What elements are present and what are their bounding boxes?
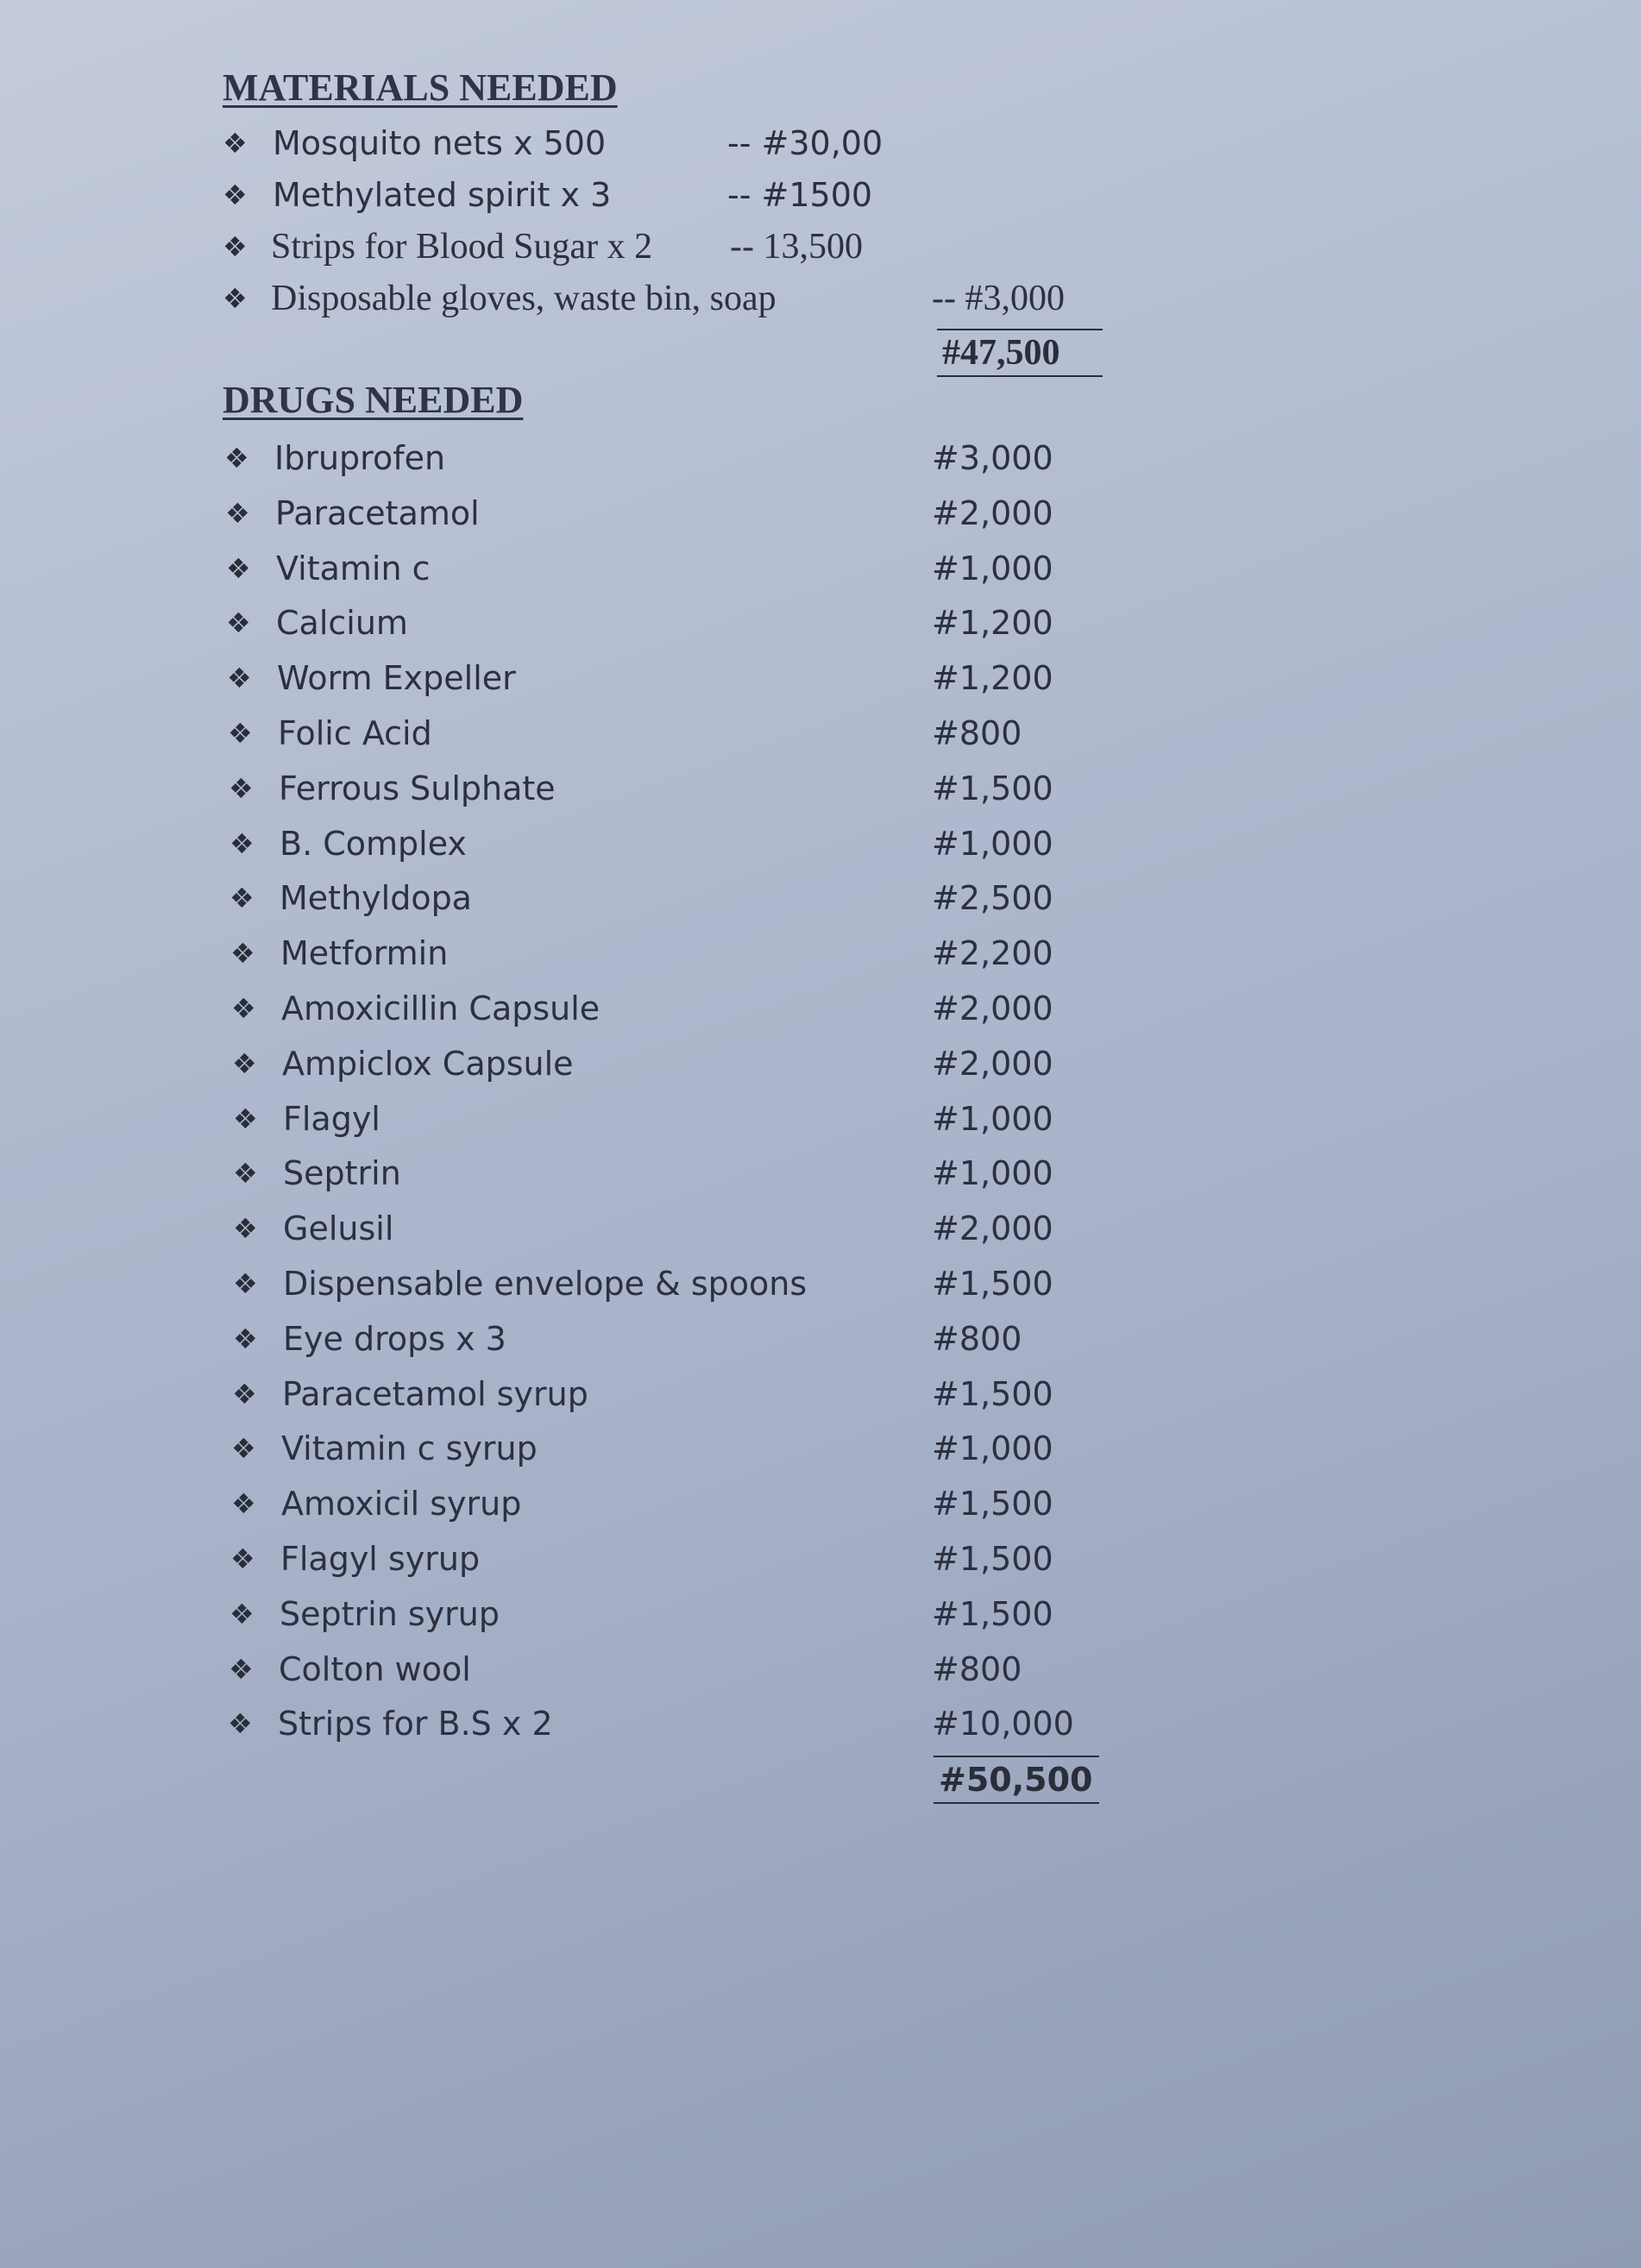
item-amount: #1,500 <box>932 1595 1053 1633</box>
diamond-bullet-icon: ❖ <box>233 1212 258 1245</box>
list-item <box>226 544 1089 593</box>
item-amount: #1,000 <box>932 1100 1053 1138</box>
item-amount: #2,000 <box>932 990 1053 1027</box>
item-label: Flagyl <box>283 1100 380 1138</box>
list-item <box>224 434 1087 482</box>
item-amount: -- #1500 <box>727 176 873 214</box>
item-amount: #1,500 <box>932 770 1053 807</box>
item-label: Colton wool <box>279 1650 471 1688</box>
item-label: Paracetamol syrup <box>282 1375 588 1413</box>
item-amount: #800 <box>932 1650 1022 1688</box>
diamond-bullet-icon: ❖ <box>228 1707 253 1740</box>
item-label: Vitamin c <box>276 550 431 587</box>
list-item <box>229 1645 1091 1693</box>
list-item <box>233 1149 1096 1197</box>
item-amount: #1,500 <box>932 1485 1053 1523</box>
item-amount: #10,000 <box>932 1705 1074 1743</box>
diamond-bullet-icon: ❖ <box>230 937 255 970</box>
list-item <box>233 1260 1096 1308</box>
list-item <box>223 223 913 271</box>
item-label: Strips for Blood Sugar x 2 <box>271 227 653 267</box>
drugs-total: #50,500 <box>934 1756 1099 1804</box>
diamond-bullet-icon: ❖ <box>229 1653 254 1686</box>
materials-heading: MATERIALS NEEDED <box>223 66 618 109</box>
item-amount: -- #3,000 <box>932 279 1065 318</box>
diamond-bullet-icon: ❖ <box>229 882 255 914</box>
diamond-bullet-icon: ❖ <box>232 1047 257 1080</box>
item-label: Septrin <box>283 1154 401 1192</box>
item-amount: #2,200 <box>932 934 1053 972</box>
item-label: Eye drops x 3 <box>283 1320 506 1358</box>
diamond-bullet-icon: ❖ <box>230 1542 255 1575</box>
diamond-bullet-icon: ❖ <box>233 1157 258 1190</box>
item-label: Amoxicillin Capsule <box>281 990 600 1027</box>
item-amount: #1,000 <box>932 1429 1053 1467</box>
item-amount: #1,500 <box>932 1265 1053 1303</box>
list-item <box>229 874 1092 922</box>
diamond-bullet-icon: ❖ <box>229 1598 255 1630</box>
list-item <box>232 1040 1095 1088</box>
diamond-bullet-icon: ❖ <box>223 127 248 160</box>
diamond-bullet-icon: ❖ <box>233 1103 258 1135</box>
list-item <box>228 1699 1091 1748</box>
list-item <box>225 489 1088 537</box>
list-item <box>233 1095 1096 1143</box>
diamond-bullet-icon: ❖ <box>231 1487 256 1520</box>
item-label: Amoxicil syrup <box>281 1485 522 1523</box>
item-label: Paracetamol <box>275 494 480 532</box>
diamond-bullet-icon: ❖ <box>229 772 254 805</box>
item-label: Folic Acid <box>278 714 432 752</box>
list-item <box>223 119 913 167</box>
list-item <box>223 171 913 219</box>
item-amount: #1,000 <box>932 550 1053 587</box>
item-label: Disposable gloves, waste bin, soap <box>271 279 776 318</box>
list-item <box>231 1480 1094 1528</box>
item-amount: -- #30,00 <box>727 124 883 162</box>
list-item <box>223 274 1120 323</box>
item-amount: -- 13,500 <box>730 227 863 267</box>
list-item <box>233 1204 1096 1253</box>
item-label: Metformin <box>280 934 449 972</box>
diamond-bullet-icon: ❖ <box>227 662 252 694</box>
list-item <box>229 764 1091 813</box>
diamond-bullet-icon: ❖ <box>224 442 249 474</box>
drugs-heading: DRUGS NEEDED <box>223 379 524 421</box>
list-item <box>229 820 1092 868</box>
diamond-bullet-icon: ❖ <box>225 497 250 530</box>
item-label: Gelusil <box>283 1209 394 1247</box>
diamond-bullet-icon: ❖ <box>223 282 248 315</box>
list-item <box>233 1315 1096 1363</box>
item-label: Vitamin c syrup <box>281 1429 538 1467</box>
item-amount: #1,200 <box>932 604 1053 642</box>
item-label: Septrin syrup <box>280 1595 500 1633</box>
item-amount: #800 <box>932 1320 1022 1358</box>
item-label: Flagyl syrup <box>280 1540 481 1578</box>
item-amount: #2,000 <box>932 1209 1053 1247</box>
item-label: Ferrous Sulphate <box>279 770 556 807</box>
item-amount: #1,200 <box>932 659 1053 697</box>
list-item <box>232 1370 1095 1418</box>
item-amount: #1,500 <box>932 1540 1053 1578</box>
diamond-bullet-icon: ❖ <box>228 717 253 750</box>
item-amount: #1,000 <box>932 1154 1053 1192</box>
materials-total: #47,500 <box>937 329 1103 377</box>
list-item <box>230 929 1093 977</box>
diamond-bullet-icon: ❖ <box>231 1432 256 1465</box>
list-item <box>228 709 1091 757</box>
item-label: Strips for B.S x 2 <box>278 1705 553 1743</box>
list-item <box>227 654 1090 702</box>
item-label: Mosquito nets x 500 <box>273 124 607 162</box>
list-item <box>231 984 1094 1033</box>
list-item <box>226 599 1089 647</box>
item-amount: #2,500 <box>932 879 1053 917</box>
item-label: Dispensable envelope & spoons <box>283 1265 808 1303</box>
item-amount: #2,000 <box>932 494 1053 532</box>
item-amount: #800 <box>932 714 1022 752</box>
diamond-bullet-icon: ❖ <box>226 606 251 639</box>
diamond-bullet-icon: ❖ <box>223 179 248 211</box>
item-label: Methyldopa <box>280 879 472 917</box>
list-item <box>230 1535 1093 1583</box>
diamond-bullet-icon: ❖ <box>231 992 256 1025</box>
item-label: Calcium <box>276 604 408 642</box>
diamond-bullet-icon: ❖ <box>223 230 248 263</box>
diamond-bullet-icon: ❖ <box>233 1267 258 1300</box>
item-label: Methylated spirit x 3 <box>273 176 612 214</box>
item-amount: #1,500 <box>932 1375 1053 1413</box>
item-label: Ampiclox Capsule <box>282 1045 574 1083</box>
item-label: Worm Expeller <box>277 659 516 697</box>
item-label: Ibruprofen <box>274 439 446 477</box>
item-label: B. Complex <box>280 825 467 863</box>
item-amount: #2,000 <box>932 1045 1053 1083</box>
diamond-bullet-icon: ❖ <box>226 552 251 585</box>
list-item <box>231 1424 1094 1473</box>
diamond-bullet-icon: ❖ <box>233 1322 258 1355</box>
item-amount: #1,000 <box>932 825 1053 863</box>
diamond-bullet-icon: ❖ <box>229 827 255 860</box>
item-amount: #3,000 <box>932 439 1053 477</box>
list-item <box>229 1590 1092 1638</box>
diamond-bullet-icon: ❖ <box>232 1378 257 1410</box>
